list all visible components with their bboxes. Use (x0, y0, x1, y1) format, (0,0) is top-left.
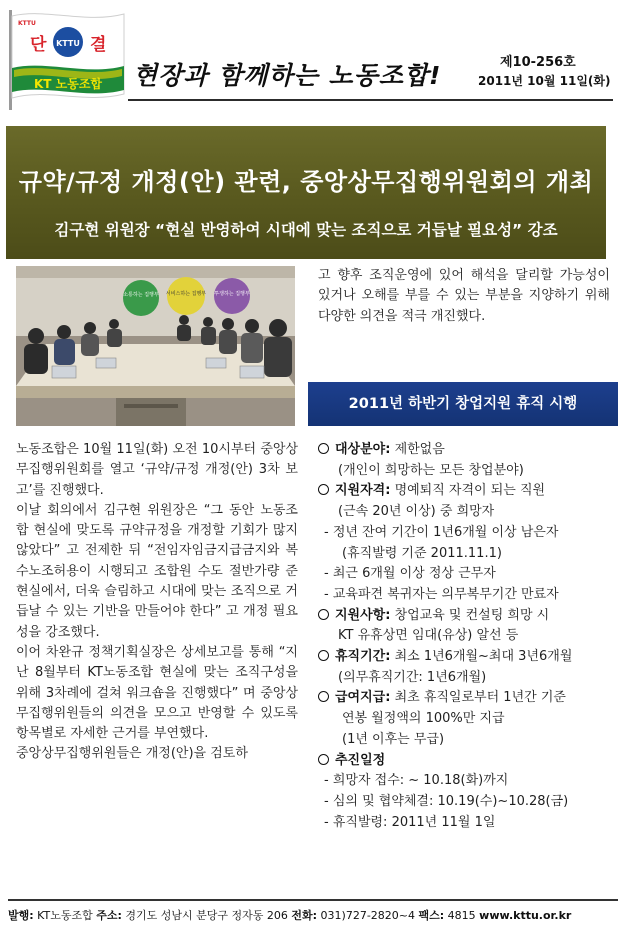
notice-line: KT 유휴상면 임대(유상) 알선 등 (338, 628, 519, 644)
article-continuation: 고 향후 조직운영에 있어 해석을 달리할 가능성이 있거나 오해를 부를 수 있는 부분을 지양하기 위해 다양한 의견을 적극 개진했다. (318, 268, 610, 324)
footer-publisher-label: 발행: (8, 909, 34, 922)
notice-line: - 교육파견 복귀자는 의무복무기간 만료자 (324, 586, 559, 602)
union-flag-logo (6, 6, 126, 110)
footer (8, 907, 618, 923)
bullet-circle-icon (318, 754, 329, 765)
poster-2: 서비스하는 집행부 (165, 291, 207, 297)
meeting-photo (16, 266, 295, 426)
bullet-circle-icon (318, 691, 329, 702)
notice-line: - 심의 및 협약체결: 10.19(수)~10.28(금) (324, 793, 569, 809)
notice-line: (휴직발령 기준 2011.11.1) (342, 545, 502, 561)
article-paragraph-3: 이어 차완규 정책기획실장은 상세보고를 통해 “지난 8월부터 KT노동조합 현실에 맞는 조직구성을 위해 3차례에 걸쳐 워크숍을 진행했다” 며 중앙상무집행위원들의 의견을 모으고 반영할 수 있도록 항목별로 자세한 근거를 부연했다. (16, 644, 298, 742)
notice-item-label: 급여지급: (335, 690, 391, 706)
notice-title: 2011년 하반기 창업지원 휴직 시행 (308, 382, 618, 426)
notice-item-label: 휴직기간: (335, 649, 391, 665)
notice-line: - 최근 6개월 이상 정상 근무자 (324, 566, 496, 582)
poster-3: 투쟁하는 집행부 (214, 291, 250, 297)
slogan: 현장과 함께하는 노동조합! (133, 61, 442, 90)
footer-fax: 4815 (444, 909, 480, 922)
notice-line: - 휴직발령: 2011년 11월 1일 (324, 814, 496, 830)
flag-text-right: 결 (90, 35, 107, 55)
notice-item-text: 최소 1년6개월~최대 3년6개월 (390, 649, 573, 665)
notice-line: (1년 이후는 무급) (342, 731, 445, 747)
footer-address: 경기도 성남시 분당구 정자동 206 (121, 909, 292, 922)
article-paragraph-4: 중앙상무집행위원들은 개정(안)을 검토하 (16, 746, 248, 762)
bullet-circle-icon (318, 609, 329, 620)
notice-line: 연봉 월정액의 100%만 지급 (342, 711, 505, 727)
notice-line: (근속 20년 이상) 중 희망자 (338, 504, 495, 520)
notice-line: (개인이 희망하는 모든 창업분야) (338, 462, 524, 478)
issue-date: 2011년 10월 11일(화) (478, 74, 611, 88)
footer-publisher: KT노동조합 (33, 909, 97, 922)
notice-item-text: 최초 휴직일로부터 1년간 기준 (390, 690, 566, 706)
notice-line (318, 606, 614, 627)
bullet-circle-icon (318, 484, 329, 495)
masthead (0, 0, 625, 118)
masthead-rule (128, 99, 613, 101)
flag-text-left: 단 (30, 35, 47, 55)
article-left-column (16, 440, 298, 765)
notice-item-text: 명예퇴직 자격이 되는 직원 (390, 483, 546, 499)
flag-mini-logo: KTTU (18, 20, 36, 27)
footer-phone: 031)727-2820~4 (317, 909, 419, 922)
flag-band-text: KT 노동조합 (33, 77, 103, 91)
poster-1: 소통하는 집행부 (123, 292, 159, 298)
subheadline: 김구현 위원장 “현실 반영하여 시대에 맞는 조직으로 거듭날 필요성” 강조 (54, 221, 558, 239)
issue-number: 제10-256호 (500, 55, 576, 70)
article-paragraph-2: 이날 회의에서 김구현 위원장은 “그 동안 노동조합 현실에 맞도록 규약규정을 개정할 기회가 많지 않았다” 고 전제한 뒤 “전임자임금지급금지와 복수노조허용이 시행되고 조합원 수도 절반가량 준 현실에서, 더욱 슬림하고 시대에 맞는 조직으로 거듭날 수 있는 기반을 만들어야 한다” 고 개정 필요성을 강조했다. (16, 502, 298, 640)
notice-line: (의무휴직기간: 1년6개월) (338, 669, 487, 685)
bullet-circle-icon (318, 650, 329, 661)
notice-item-text: 제한없음 (390, 442, 445, 457)
footer-rule (8, 899, 618, 901)
notice-line: - 정년 잔여 기간이 1년6개월 이상 남은자 (324, 524, 559, 540)
notice-item-text: 창업교육 및 컨설팅 희망 시 (390, 607, 550, 623)
notice-item-label: 추진일정 (335, 752, 386, 768)
notice-item-label: 지원사항: (335, 607, 391, 623)
notice-line (318, 751, 614, 772)
flag-badge-text: KTTU (56, 39, 80, 48)
footer-address-label: 주소: (96, 909, 122, 922)
footer-website[interactable]: www.kttu.or.kr (479, 909, 572, 922)
article-paragraph-1: 노동조합은 10월 11일(화) 오전 10시부터 중앙상무집행위원회를 열고 ‘규약/규정 개정(안) 3차 보고’를 진행했다. (16, 442, 298, 498)
footer-fax-label: 팩스: (418, 909, 445, 922)
headline-banner (6, 126, 606, 259)
notice-line (318, 481, 614, 502)
footer-phone-label: 전화: (291, 909, 318, 922)
notice-line: - 희망자 접수: ~ 10.18(화)까지 (324, 773, 509, 789)
bullet-circle-icon (318, 443, 329, 454)
notice-item-label: 지원자격: (335, 483, 391, 499)
notice-item-label: 대상분야: (335, 442, 391, 457)
notice-line (318, 647, 614, 668)
headline: 규약/규정 개정(안) 관련, 중앙상무집행위원회의 개최 (18, 168, 594, 196)
notice-body (318, 440, 614, 833)
notice-line (318, 440, 614, 461)
notice-line (318, 688, 614, 709)
